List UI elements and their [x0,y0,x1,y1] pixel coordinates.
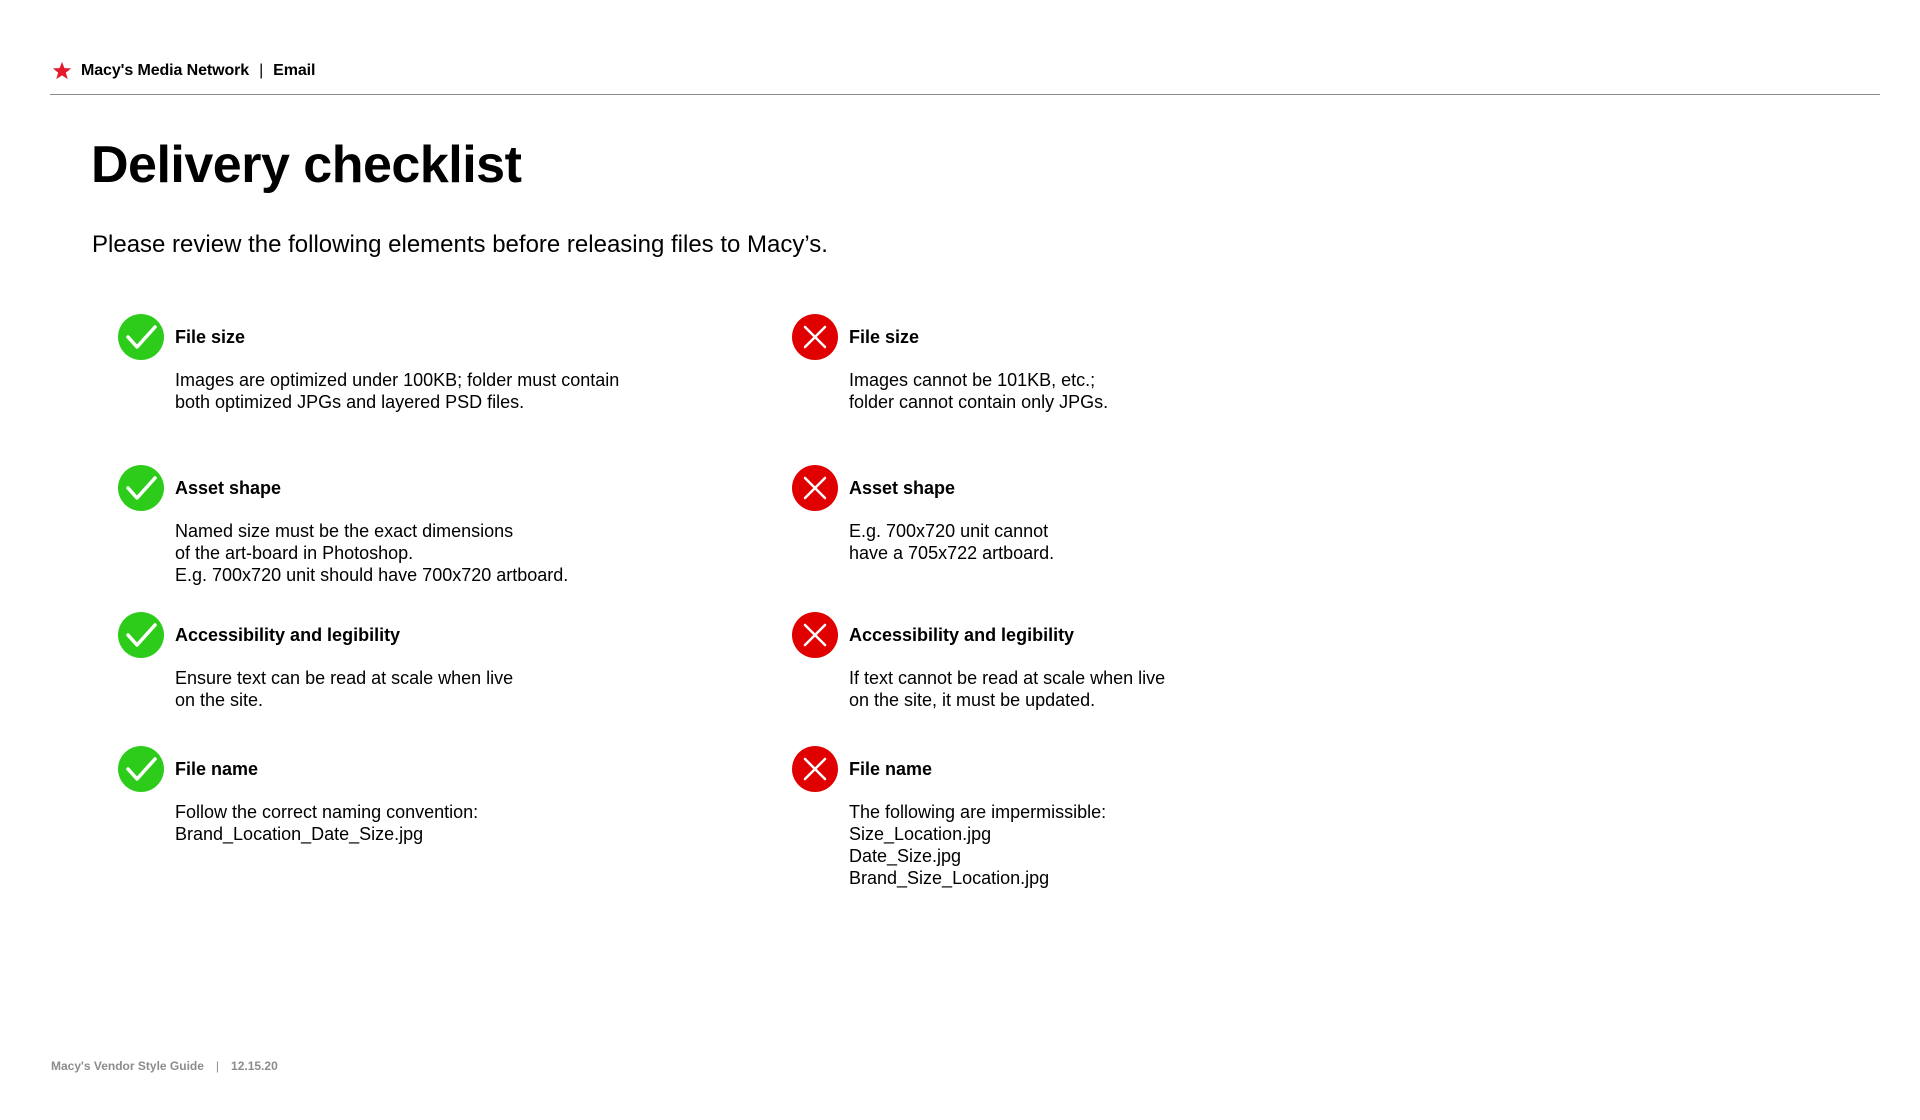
item-description: The following are impermissible: Size_Location.jpg Date_Size.jpg Brand_Size_Location.jpg [849,802,1107,888]
checkmark-circle-icon [118,612,164,658]
footer [51,1059,278,1073]
footer-date: 12.15.20 [231,1059,278,1073]
header-divider [50,94,1880,95]
item-description: Images are optimized under 100KB; folder must contain both optimized JPGs and layered PSD files. [175,370,620,412]
item-heading: Accessibility and legibility [175,625,401,645]
item-heading: Asset shape [849,478,956,498]
checkmark-circle-icon [118,746,164,792]
item-description: E.g. 700x720 unit cannot have a 705x722 artboard. [849,521,1055,563]
item-heading: File size [175,327,246,347]
footer-separator: | [215,1059,220,1073]
footer-guide-name: Macy's Vendor Style Guide [51,1059,204,1073]
item-description: Follow the correct naming convention: Brand_Location_Date_Size.jpg [175,802,479,844]
section-name: Email [273,62,316,79]
item-heading: File size [849,327,920,347]
x-circle-icon [792,612,838,658]
item-description: Named size must be the exact dimensions of the art-board in Photoshop. E.g. 700x720 unit should have 700x720 artboard. [175,521,569,585]
page-subtitle: Please review the following elements before releasing files to Macy’s. [92,231,828,258]
item-description: Images cannot be 101KB, etc.; folder cannot contain only JPGs. [849,370,1109,412]
item-heading: File name [849,759,933,779]
x-circle-icon [792,314,838,360]
header-separator: | [259,62,264,79]
checkmark-circle-icon [118,465,164,511]
item-heading: Accessibility and legibility [849,625,1075,645]
item-description: If text cannot be read at scale when live on the site, it must be updated. [849,668,1166,710]
x-circle-icon [792,746,838,792]
item-heading: Asset shape [175,478,282,498]
page-title: Delivery checklist [91,136,522,194]
checkmark-circle-icon [118,314,164,360]
header [52,58,315,84]
brand-name: Macy's Media Network [81,62,250,79]
item-heading: File name [175,759,259,779]
star-icon [52,61,72,81]
item-description: Ensure text can be read at scale when live on the site. [175,668,514,710]
x-circle-icon [792,465,838,511]
